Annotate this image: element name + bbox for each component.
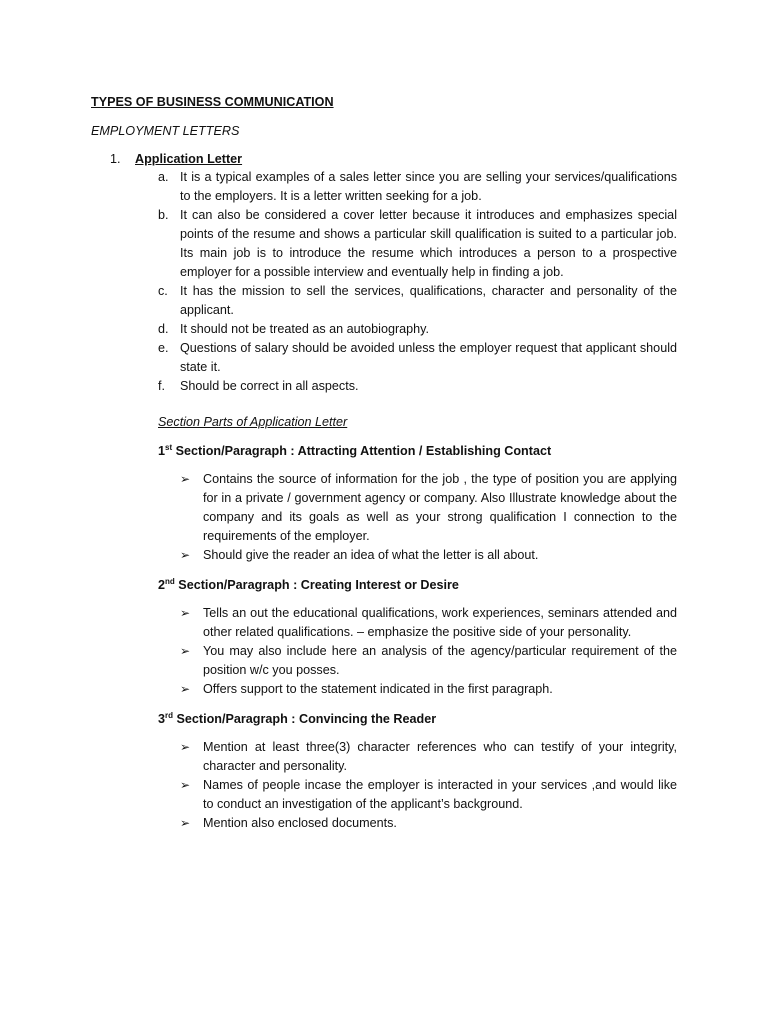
numbered-item-heading: [91, 151, 677, 168]
list-item: [91, 282, 677, 320]
item-number: 1.: [110, 152, 121, 166]
list-item-text: It has the mission to sell the services, qualifications, character and personality of the applicant.: [180, 284, 677, 317]
lettered-list: [91, 168, 677, 396]
document-subtitle: EMPLOYMENT LETTERS: [91, 124, 240, 138]
bullet-text: Contains the source of information for the job , the type of position you are applying for in a private / government agency or company. Also Illustrate knowledge about the company and its goals as well as your strong qualification I connection to the requirements of the employer.: [203, 472, 677, 543]
arrow-bullet-icon: ➢: [180, 548, 191, 562]
bullet-item: [91, 642, 677, 680]
list-item-text: It can also be considered a cover letter because it introduces and emphasizes special points of the resume and shows a particular skill qualification is suited to a particular job. Its main job is to introduce the resume which introduces a person to a prospective employer for a possible interview and eventually help in finding a job.: [180, 208, 677, 279]
paragraph-heading-text: Section/Paragraph : Attracting Attention / Establishing Contact: [172, 444, 552, 458]
list-item-letter: d.: [158, 322, 169, 336]
bullet-item: [91, 814, 677, 833]
arrow-bullet-icon: ➢: [180, 816, 191, 830]
bullet-list-3: [91, 738, 677, 833]
ordinal-suffix: st: [165, 442, 173, 452]
arrow-bullet-icon: ➢: [180, 778, 191, 792]
arrow-bullet-icon: ➢: [180, 472, 191, 486]
paragraph-heading-2: [158, 576, 677, 594]
list-item: [91, 339, 677, 377]
item-label: Application Letter: [135, 152, 243, 166]
arrow-bullet-icon: ➢: [180, 606, 191, 620]
paragraph-heading-text: Section/Paragraph : Convincing the Reader: [173, 712, 437, 726]
paragraph-number: 2: [158, 578, 166, 592]
bullet-list-2: [91, 604, 677, 699]
bullet-text: Mention at least three(3) character references who can testify of your integrity, character and personality.: [203, 740, 677, 773]
list-item: [91, 168, 677, 206]
list-item-letter: f.: [158, 379, 165, 393]
bullet-item: [91, 680, 677, 699]
list-item-letter: a.: [158, 170, 169, 184]
list-item: [91, 377, 677, 396]
bullet-item: [91, 546, 677, 565]
list-item-text: It is a typical examples of a sales letter since you are selling your services/qualifications to the employers. It is a letter written seeking for a job.: [180, 170, 677, 203]
bullet-item: [91, 470, 677, 546]
document-body: [91, 94, 677, 833]
list-item-letter: b.: [158, 208, 169, 222]
section-heading: Section Parts of Application Letter: [158, 415, 348, 429]
list-item-text: Questions of salary should be avoided unless the employer request that applicant should state it.: [180, 341, 677, 374]
list-item-text: Should be correct in all aspects.: [180, 379, 359, 393]
bullet-item: [91, 776, 677, 814]
bullet-text: Names of people incase the employer is interacted in your services ,and would like to conduct an investigation of the applicant’s background.: [203, 778, 677, 811]
paragraph-heading-1: [158, 442, 677, 460]
arrow-bullet-icon: ➢: [180, 740, 191, 754]
paragraph-heading-text: Section/Paragraph : Creating Interest or Desire: [174, 578, 459, 592]
bullet-text: Offers support to the statement indicated in the first paragraph.: [203, 682, 553, 696]
arrow-bullet-icon: ➢: [180, 644, 191, 658]
bullet-item: [91, 738, 677, 776]
paragraph-number: 3: [158, 712, 166, 726]
list-item-text: It should not be treated as an autobiography.: [180, 322, 430, 336]
arrow-bullet-icon: ➢: [180, 682, 191, 696]
bullet-list-1: [91, 470, 677, 565]
ordinal-suffix: rd: [165, 710, 174, 720]
bullet-item: [91, 604, 677, 642]
list-item: [91, 206, 677, 282]
bullet-text: You may also include here an analysis of the agency/particular requirement of the position w/c you posses.: [203, 644, 677, 677]
paragraph-heading-3: [158, 710, 677, 728]
bullet-text: Should give the reader an idea of what the letter is all about.: [203, 548, 539, 562]
list-item-letter: e.: [158, 341, 169, 355]
bullet-text: Mention also enclosed documents.: [203, 816, 397, 830]
paragraph-number: 1: [158, 444, 166, 458]
ordinal-suffix: nd: [165, 576, 175, 586]
document-title: TYPES OF BUSINESS COMMUNICATION: [91, 95, 334, 109]
list-item-letter: c.: [158, 284, 168, 298]
list-item: [91, 320, 677, 339]
bullet-text: Tells an out the educational qualifications, work experiences, seminars attended and other related qualifications. – emphasize the positive side of your personality.: [203, 606, 677, 639]
